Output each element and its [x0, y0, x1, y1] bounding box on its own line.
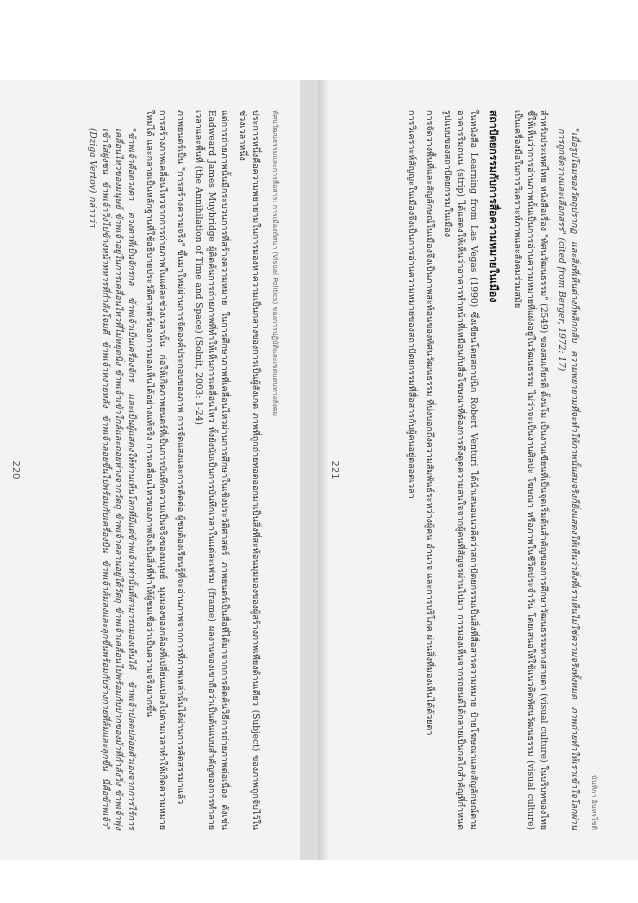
right-paragraph-3: การจัดวางพื้นที่และสัญลักษณ์ในเมืองจึงเป็นภาพสะท้อนของทัศนวัฒนธรรม ที่บ่งบอกถึงความสัมพันธ์ระหว่างผู้คน อำนาจ และการบริโภค ผ่านสิ่งที่มองเห็นได้ด้วยตา	[424, 110, 434, 736]
left-paragraph-1: ประการหนึ่งคือความพยายามในการมองหาความเป็นกลางของการเป็นผู้สังเกต ภาพที่ถูกถ่ายทอดออกมาเป็นสิ่งที่สะท้อนมุมมองของผู้สร้างภาพเพียงด้านเดียว (Subject) ของภาพถูกจับไว้ในช่วงเวลาหนึ่ง	[237, 110, 260, 830]
right-paragraph-2: ในหนังสือ Learning from Las Vegas (1990) ซึ่งเขียนโดยสถาปนิก Robert Venturi ได้นำเสนอแนวคิดว่าสถาปัตยกรรมเป็นสิ่งที่สื่อสารความหมาย ป้ายโฆษณาและสัญลักษณ์ตามอาคารริมถนน (strip) ได้แสดงให้เห็นว่าอาคารทำหน้าที่เหมือนกับสื่อโฆษณาที่ต้องการดึงดูดความสนใจจากผู้คนที่สัญจรผ่านไปมา การมองเห็นจากรถยนต์ได้กลายเป็นกลไกสำคัญที่กำหนดรูปแบบของสถาปัตยกรรมในเมือง	[442, 110, 478, 830]
right-page-number: 221	[329, 460, 340, 480]
right-running-head: นันทิกา อินทรโชติ	[590, 775, 598, 830]
left-running-head: ทัศนวัฒนธรรมและการสื่อสาร: การเมืองทัศนา (Visual Politics) ของการปฏิบัติและเขตแดนทางสังคม	[271, 110, 279, 417]
section-heading: สถาปัตยกรรมกับการสื่อความหมายในเมือง	[487, 110, 499, 303]
top-margin	[0, 0, 638, 80]
left-paragraph-2: แต่การถ่ายภาพนั้นมีกระบวนการที่สร้างความหมาย ในการศึกษาภาพที่เคลื่อนไหวผ่านการศึกษาในเชิงประวัติศาสตร์ ภาพยนตร์เป็นสื่อที่ได้มาจากการคิดค้นวิธีการถ่ายภาพต่อเนื่อง ดังเช่น Eadweard James Muybridge ผู้คิดค้นการถ่ายภาพที่ทำให้เห็นการเคลื่อนไหว ทั้งยังนับเป็นการบันทึกเวลาในแต่ละเฟรม (frame) ผลงานของเขาถือว่าเป็นต้นแบบสำคัญของการทำลายเวลาและพื้นที่ (the Annihilation of Time and Space) (Solnit, 2003: 1-24)	[193, 110, 229, 830]
left-quote-paragraph: "ข้าพเจ้าคือดวงตา ดวงตาที่เป็นจักรกล ข้าพเจ้าเป็นเครื่องจักร และเป็นผู้แสดงให้ท่านเห็นโลกที่มีแต่ข้าพเจ้าเท่านั้นที่สามารถมองเห็นได้ ข้าพเจ้าปลดปล่อยตัวเองจากการไร้การเคลื่อนไหวของมนุษย์ ข้าพเจ้าอยู่ในการเคลื่อนไหวที่ไม่หยุดนิ่ง ข้าพเจ้าเข้าใกล้และถอยห่างจากวัตถุ ข้าพเจ้าคลานอยู่ใต้วัตถุ ข้าพเจ้าเคลื่อนไปพร้อมกับปากของม้าที่กำลังวิ่ง ข้าพเจ้าพุ่งเข้าใส่ฝูงชน ข้าพเจ้าวิ่งไปข้างหน้าทหารที่กำลังโจมตี ข้าพเจ้าหงายหลัง ข้าพเจ้าลอยขึ้นไปพร้อมกับเครื่องบิน ข้าพเจ้าล้มลงและลุกขึ้นพร้อมกับร่างกายที่ล้มและลุกขึ้น นี่คือข้าพเจ้า" (Dziga Vertov) กล่าวว่า	[87, 128, 136, 830]
bottom-margin	[0, 860, 638, 903]
right-page	[319, 80, 609, 860]
left-page-number: 220	[10, 460, 21, 480]
left-page	[0, 80, 290, 860]
left-paragraph-4: การสร้างภาพเคลื่อนไหวจากการถ่ายภาพในแต่ละช่วงเวลานั้น ก่อให้เกิดภาพยนตร์ที่เป็นการบันทึกความเป็นจริงของมนุษย์ มุมมองของกล้องที่เปลี่ยนแปลงไปตามเวลาทำให้เกิดความหมายใหม่ได้ และกลายเป็นหลักฐานที่ใช้อธิบายประวัติศาสตร์ของการมองเห็นได้อย่างแท้จริง การเคลื่อนไหวของภาพจึงเป็นสิ่งที่ทำให้ผู้ชมเชื่อว่าเป็นความจริงมากขึ้น	[144, 110, 167, 830]
right-paragraph-1: สำหรับประเทศไทย หนังสือเรื่อง "ทัศนวัฒนธรรม" (2549) ของสมเกียรติ ตั้งนโม เป็นงานเขียนที่เป็นจุดเริ่มต้นสำคัญของการศึกษาวัฒนธรรมทางสายตา (visual culture) ในบริบทของไทย ชี้ให้เห็นว่าการอ่านภาพนั้นเป็นการอ่านความหมายที่แฝงอยู่ในวัฒนธรรม ไม่ว่าจะเป็นงานศิลปะ โฆษณา หรือภาพในชีวิตประจำวัน โดยเสนอให้ใช้แนวคิดทัศนวัฒนธรรม (visual culture) เป็นเครื่องมือในการวิเคราะห์ภาพและสังคมร่วมสมัย	[512, 110, 548, 830]
right-quote-paragraph: "เมื่อรูปโฉมของวัตถุปรากฏ และสิ่งที่เห็นต่างก็พลิกกลับ ความพยายามที่จะทำให้ภาพนั้นสมจริงก็ยิ่งแสดงให้เห็นว่าสิ่งที่เราเห็นไม่ใช่ความจริงทั้งหมด ภาพถ่ายทำให้เราเข้าใจโลกผ่านการถูกจัดวางและเลือกสรร" (cited from Berger, 1972: 17)	[556, 128, 579, 830]
right-paragraph-4: การวิเคราะห์สัญญะในเมืองจึงเป็นการอ่านความหมายของสถาปัตยกรรมที่สื่อสารกับผู้คนอยู่ตลอดเวลา	[406, 110, 416, 499]
left-paragraph-3: ภาพยนตร์เป็น "การสร้างความจริง" ขึ้นมาใหม่ผ่านการจัดองค์ประกอบของภาพ การจัดแสงและการตัดต่อ ผู้ชมต้องเรียนรู้ที่จะอ่านภาพจากการที่ภาพเหล่านั้นได้ผ่านการคัดสรรมาแล้ว	[175, 110, 185, 805]
